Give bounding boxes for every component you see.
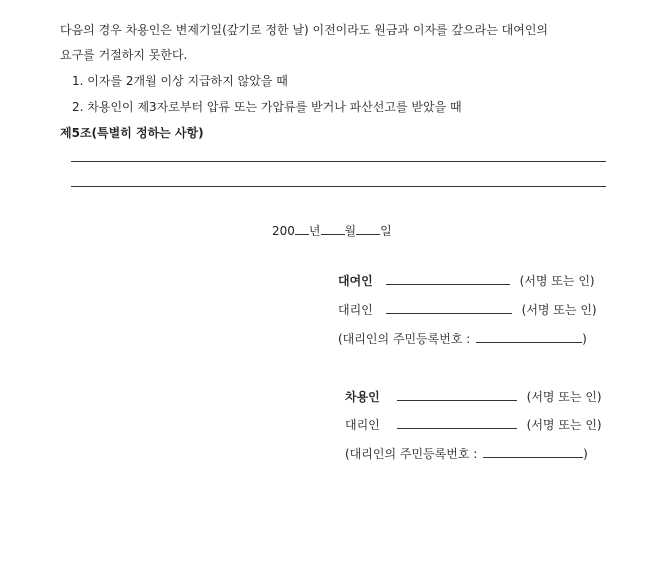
lender-agent-label: 대리인 [338, 303, 373, 317]
lender-agent-id-input[interactable] [476, 330, 582, 343]
borrower-agent-id-label: (대리인의 주민등록번호 : [345, 447, 478, 461]
lender-agent-id-close: ) [582, 332, 587, 346]
lender-signature-row [338, 272, 595, 289]
clause-line-2: 요구를 거절하지 못한다. [60, 48, 188, 62]
borrower-agent-id-close: ) [583, 447, 588, 461]
date-year: 200 [272, 224, 295, 238]
day-blank[interactable] [356, 222, 380, 235]
lender-agent-id-row [338, 330, 587, 347]
lender-agent-id-label: (대리인의 주민등록번호 : [338, 332, 471, 346]
lender-label: 대여인 [338, 274, 373, 288]
borrower-agent-id-input[interactable] [483, 445, 583, 458]
lender-signature-line[interactable] [386, 272, 510, 285]
borrower-label: 차용인 [345, 390, 380, 404]
clause-item-2: 2. 차용인이 제3자로부터 압류 또는 가압류를 받거나 파산선고를 받았을 때 [72, 100, 462, 114]
contract-date [272, 222, 392, 239]
borrower-agent-sign-note: (서명 또는 인) [526, 418, 602, 432]
year-blank[interactable] [295, 222, 309, 235]
borrower-agent-signature-row [345, 416, 602, 433]
borrower-sign-note: (서명 또는 인) [526, 390, 602, 404]
month-blank[interactable] [321, 222, 345, 235]
borrower-signature-line[interactable] [397, 388, 517, 401]
special-terms-line-1 [71, 161, 606, 162]
date-day-label: 일 [380, 224, 392, 238]
special-terms-line-2 [71, 186, 606, 187]
borrower-agent-signature-line[interactable] [397, 416, 517, 429]
borrower-signature-row [345, 388, 602, 405]
lender-agent-sign-note: (서명 또는 인) [521, 303, 597, 317]
borrower-agent-id-row [345, 445, 588, 462]
lender-sign-note: (서명 또는 인) [519, 274, 595, 288]
lender-agent-signature-row [338, 301, 597, 318]
clause-item-1: 1. 이자를 2개월 이상 지급하지 않았을 때 [72, 74, 288, 88]
borrower-agent-label: 대리인 [345, 418, 380, 432]
clause-line-1: 다음의 경우 차용인은 변제기일(갚기로 정한 날) 이전이라도 원금과 이자를 갚으라는 대여인의 [60, 23, 549, 37]
lender-agent-signature-line[interactable] [386, 301, 512, 314]
date-year-label: 년 [308, 224, 321, 238]
article-5-heading: 제5조(특별히 정하는 사항) [60, 126, 204, 140]
date-month-label: 월 [344, 224, 357, 238]
